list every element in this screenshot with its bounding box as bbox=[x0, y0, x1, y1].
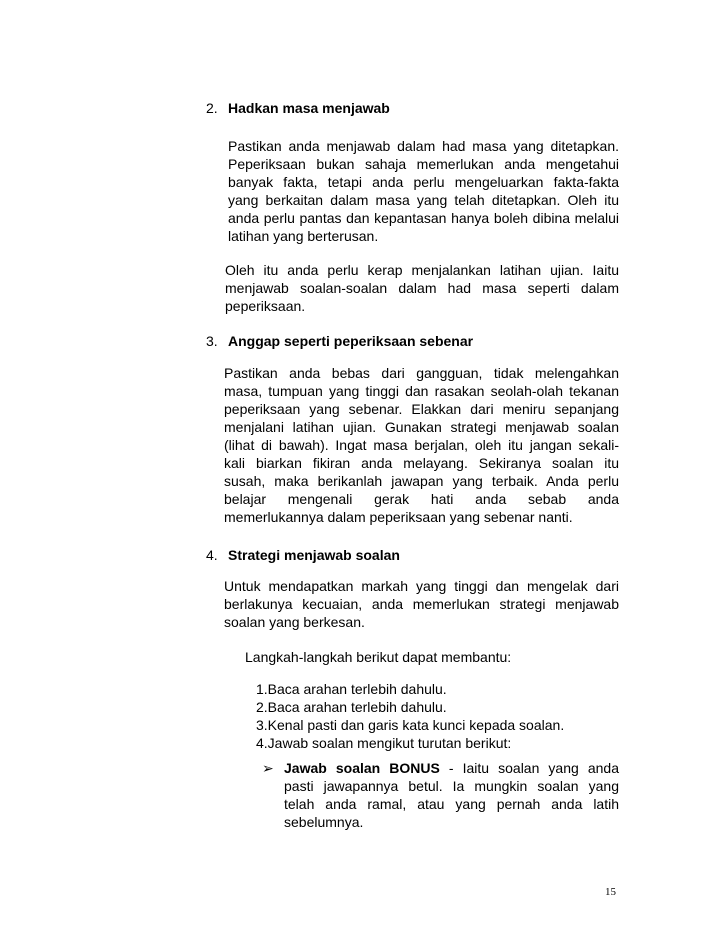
page-number: 15 bbox=[605, 886, 616, 898]
text-line: berlakunya kecuaian, anda memerlukan strategi menjawab bbox=[224, 596, 619, 612]
section-title: Strategi menjawab soalan bbox=[228, 547, 400, 563]
text-line: peperiksaan. bbox=[225, 298, 306, 314]
text-line: Peperiksaan bukan sahaja memerlukan anda mengetahui bbox=[228, 156, 619, 172]
section-4-heading bbox=[206, 547, 400, 563]
steps-list bbox=[256, 680, 564, 752]
text-line: kali biarkan fikiran anda melayang. Sekiranya soalan itu bbox=[224, 455, 619, 471]
text-line: Oleh itu anda perlu kerap menjalankan latihan ujian. Iaitu bbox=[225, 262, 619, 278]
section-number: 2. bbox=[206, 100, 218, 116]
list-item: 4.Jawab soalan mengikut turutan berikut: bbox=[256, 735, 512, 751]
bullet-lead: Jawab soalan BONUS bbox=[284, 760, 440, 776]
text-line: masa, tumpuan yang tinggi dan rasakan seolah-olah tekanan bbox=[224, 383, 619, 399]
text-line: Pastikan anda menjawab dalam had masa yang ditetapkan. bbox=[228, 138, 619, 154]
text-line: telah anda ramal, atau yang pernah anda latih bbox=[284, 796, 619, 812]
text-line: soalan yang berkesan. bbox=[224, 614, 365, 630]
section-title: Hadkan masa menjawab bbox=[228, 100, 390, 116]
list-item: 1.Baca arahan terlebih dahulu. bbox=[256, 681, 447, 697]
text-line: peperiksaan yang sebenar. Elakkan dari meniru sepanjang bbox=[224, 401, 619, 417]
arrow-bullet-icon: ➢ bbox=[262, 760, 274, 776]
text-line: menjawab soalan-soalan dalam had masa seperti dalam bbox=[225, 280, 619, 296]
paragraph bbox=[224, 364, 619, 526]
text-line: Jawab soalan BONUS - Iaitu soalan yang anda bbox=[284, 760, 619, 776]
text-line: Pastikan anda bebas dari gangguan, tidak melengahkan bbox=[224, 365, 619, 381]
bullet-paragraph bbox=[284, 759, 619, 831]
text-line: menjalani latihan ujian. Gunakan strategi menjawab soalan bbox=[224, 419, 619, 435]
text-line: pasti jawapannya betul. Ia mungkin soalan yang bbox=[284, 778, 619, 794]
text-line: sebelumnya. bbox=[284, 814, 364, 830]
section-number: 4. bbox=[206, 547, 218, 563]
paragraph bbox=[225, 261, 619, 315]
text-line: Untuk mendapatkan markah yang tinggi dan mengelak dari bbox=[224, 578, 619, 594]
text-line: anda perlu pantas dan kepantasan hanya boleh dibina melalui bbox=[228, 210, 619, 226]
text-line: yang berkaitan dalam masa yang telah ditetapkan. Oleh itu bbox=[228, 192, 619, 208]
section-title: Anggap seperti peperiksaan sebenar bbox=[228, 333, 474, 349]
list-item: 2.Baca arahan terlebih dahulu. bbox=[256, 699, 447, 715]
paragraph bbox=[228, 137, 619, 245]
section-2-heading bbox=[206, 100, 390, 116]
text-line: latihan yang berterusan. bbox=[228, 228, 379, 244]
text-line: memerlukannya dalam peperiksaan yang sebenar nanti. bbox=[224, 509, 573, 525]
list-item: 3.Kenal pasti dan garis kata kunci kepada soalan. bbox=[256, 717, 565, 733]
text-line: banyak fakta, tetapi anda perlu mengeluarkan fakta-fakta bbox=[228, 174, 619, 190]
section-3-heading bbox=[206, 333, 473, 349]
paragraph bbox=[224, 577, 619, 631]
text-line: susah, maka berikanlah jawapan yang terbaik. Anda perlu bbox=[224, 473, 619, 489]
section-number: 3. bbox=[206, 333, 218, 349]
text-line: belajar mengenali gerak hati anda sebab anda bbox=[224, 491, 619, 507]
text-line: (lihat di bawah). Ingat masa berjalan, oleh itu jangan sekali- bbox=[224, 437, 619, 453]
steps-intro: Langkah-langkah berikut dapat membantu: bbox=[245, 649, 512, 665]
